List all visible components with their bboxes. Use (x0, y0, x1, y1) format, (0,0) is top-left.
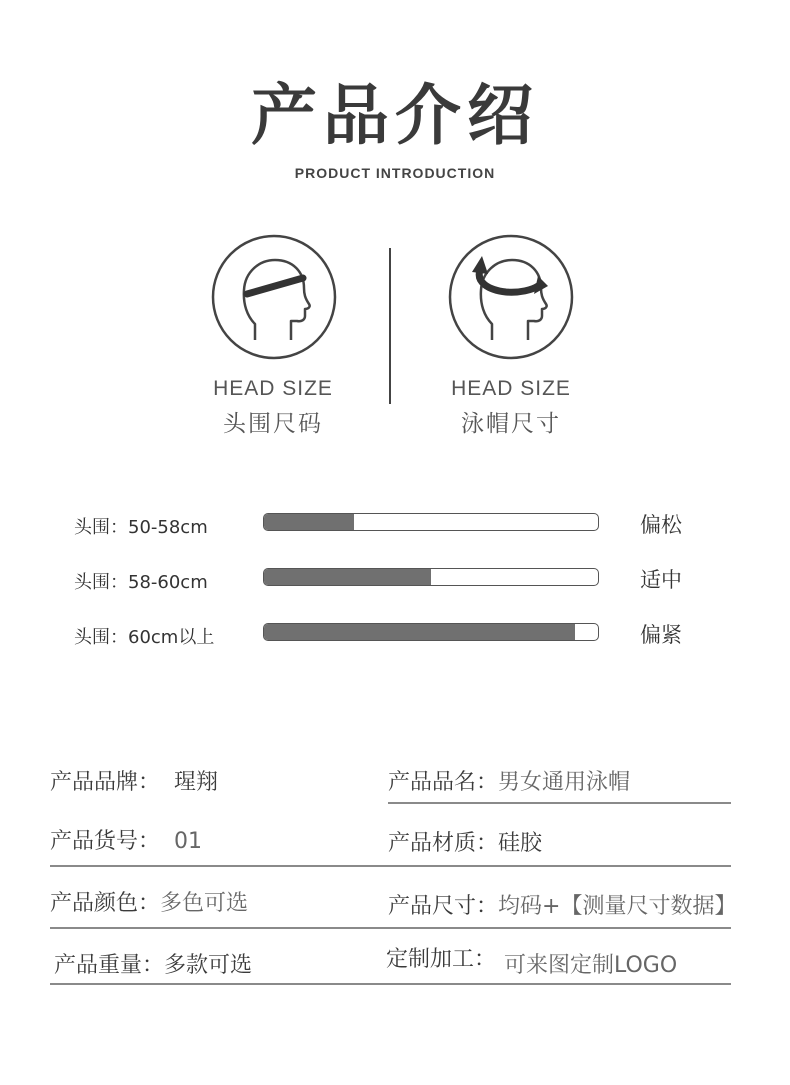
head-size-label-en-right: HEAD SIZE (451, 377, 571, 400)
fit-bar-fill (264, 624, 575, 640)
spec-key: 产品材质： (388, 831, 499, 856)
spec-divider (50, 865, 731, 867)
spec-name (388, 765, 630, 796)
fit-row-medium (0, 564, 790, 594)
fit-row-label: 头围：58-60cm (74, 572, 208, 593)
head-size-label-cn-right: 泳帽尺寸 (461, 411, 561, 437)
divider (389, 248, 391, 404)
head-size-label-en-left: HEAD SIZE (213, 377, 333, 400)
spec-value: 01 (174, 829, 203, 854)
spec-material (388, 826, 542, 857)
spec-value: 均码+【测量尺寸数据】 (498, 894, 737, 919)
spec-divider (388, 802, 731, 804)
spec-value: 可来图定制LOGO (504, 953, 678, 978)
fit-bar-track (263, 623, 599, 641)
fit-row-tag: 偏松 (640, 513, 682, 537)
head-band-icon (211, 234, 337, 360)
fit-row-label: 头围：60cm以上 (74, 627, 215, 648)
page-subtitle: PRODUCT INTRODUCTION (294, 165, 496, 181)
spec-brand (50, 765, 218, 796)
spec-value: 多色可选 (160, 891, 249, 916)
fit-row-label: 头围：50-58cm (74, 517, 208, 538)
fit-row-tight (0, 619, 790, 649)
spec-value: 多款可选 (164, 953, 253, 978)
spec-key: 产品品名： (388, 770, 499, 795)
spec-custom (386, 942, 678, 978)
spec-divider (50, 983, 731, 985)
spec-color (50, 886, 248, 917)
spec-key: 产品品牌： (50, 770, 161, 795)
spec-key: 产品尺寸： (388, 894, 499, 919)
spec-weight (54, 948, 252, 979)
spec-key: 定制加工： (386, 947, 497, 972)
fit-row-loose (0, 509, 790, 539)
fit-bar-fill (264, 514, 354, 530)
fit-row-tag: 适中 (640, 568, 682, 592)
fit-row-tag: 偏紧 (640, 623, 682, 647)
spec-sku (50, 824, 202, 855)
spec-value: 瑆翔 (174, 770, 219, 795)
head-size-label-cn-left: 头围尺码 (223, 411, 323, 437)
spec-value: 男女通用泳帽 (498, 770, 631, 795)
fit-bar-track (263, 568, 599, 586)
spec-value: 硅胶 (498, 831, 543, 856)
fit-bar-track (263, 513, 599, 531)
spec-key: 产品重量： (54, 953, 165, 978)
page-title: 产品介绍 (251, 77, 539, 154)
spec-key: 产品颜色： (50, 891, 161, 916)
spec-size (388, 889, 736, 920)
head-measure-arrow-icon (448, 234, 574, 360)
fit-bar-fill (264, 569, 431, 585)
spec-divider (50, 927, 731, 929)
spec-key: 产品货号： (50, 829, 161, 854)
